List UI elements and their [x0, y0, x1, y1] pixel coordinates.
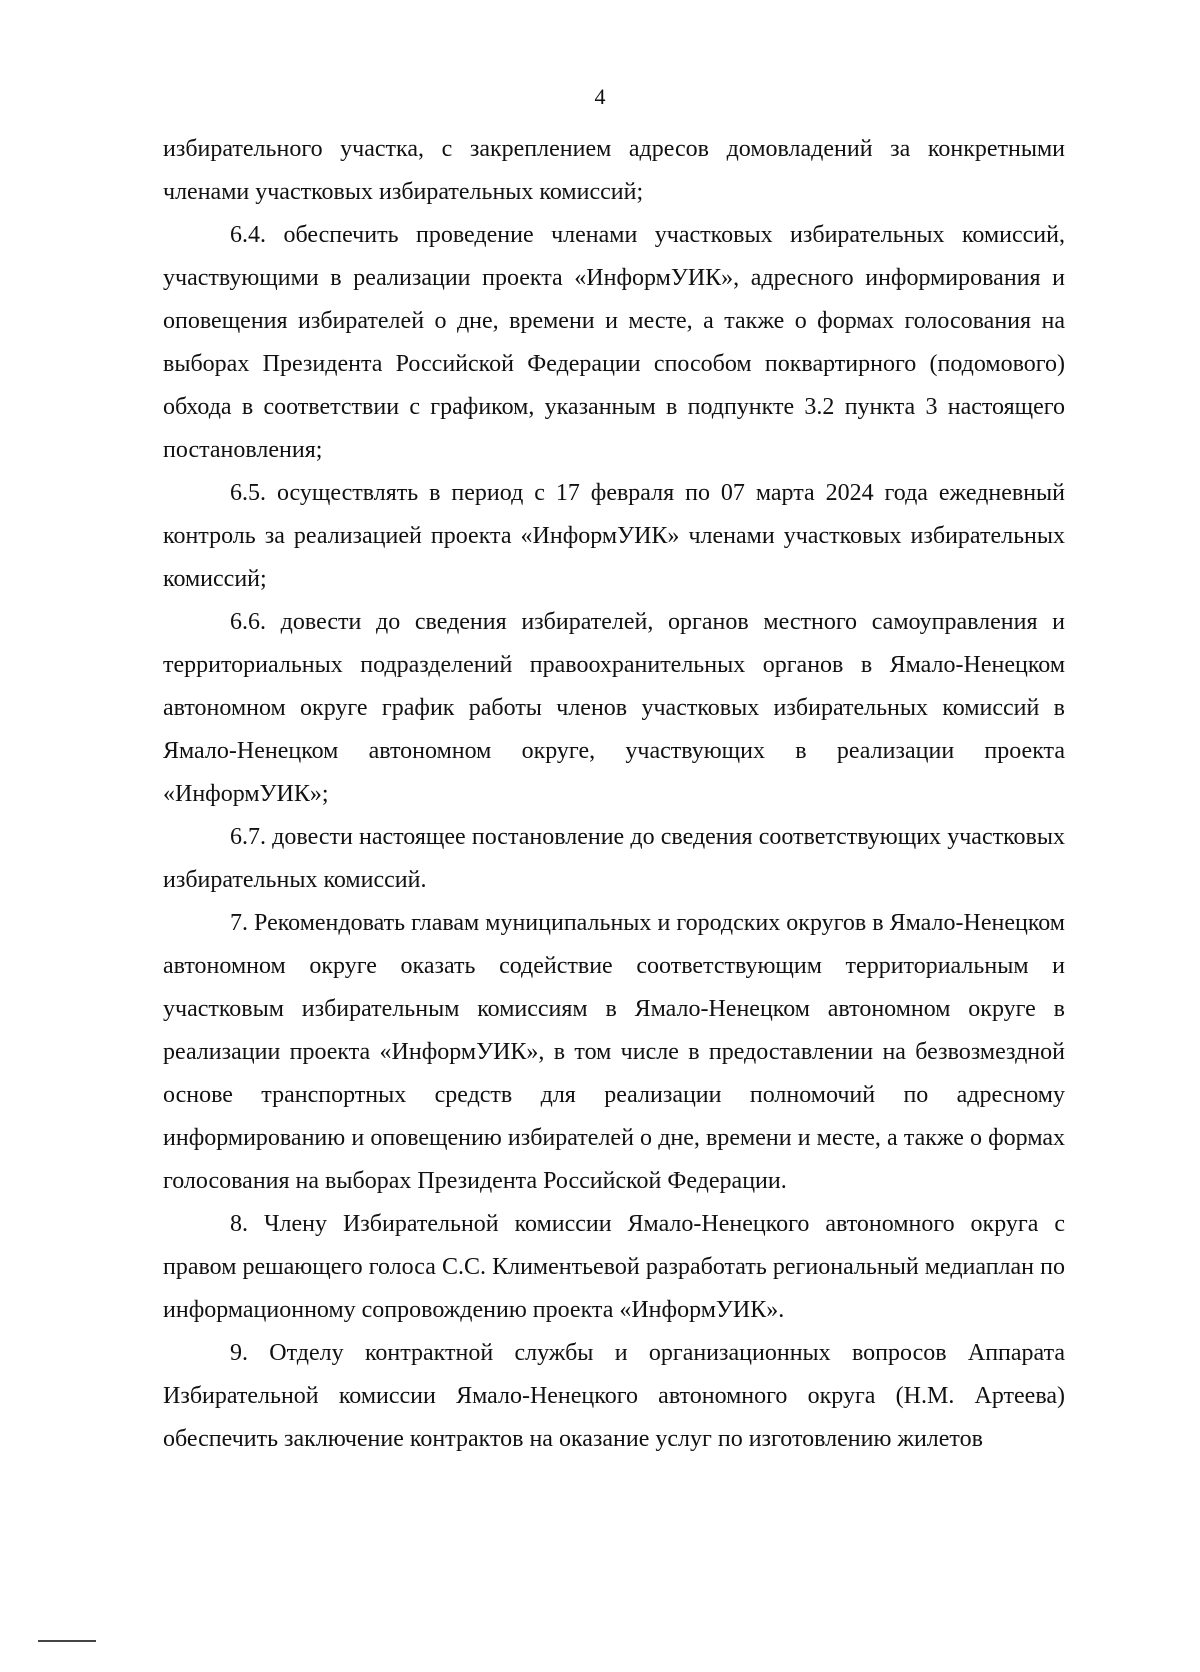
paragraph-6-5: 6.5. осуществлять в период с 17 февраля по 07 марта 2024 года ежедневный контроль за реализацией проекта «ИнформУИК» членами участковых избирательных комиссий;: [163, 480, 1065, 592]
paragraph-6-4: 6.4. обеспечить проведение членами участковых избирательных комиссий, участвующими в реализации проекта «ИнформУИК», адресного информирования и оповещения избирателей о дне, времени и месте, а также о формах голосования на выборах Президента Российской Федерации способом поквартирного (подомового) обхода в соответствии с графиком, указанным в подпункте 3.2 пункта 3 настоящего постановления;: [163, 222, 1065, 463]
paragraph-9: 9. Отделу контрактной службы и организационных вопросов Аппарата Избирательной комиссии Ямало-Ненецкого автономного округа (Н.М. Артеева) обеспечить заключение контрактов на оказание услуг по изготовлению жилетов: [163, 1340, 1065, 1452]
paragraph-8: 8. Члену Избирательной комиссии Ямало-Ненецкого автономного округа с правом решающего голоса С.С. Климентьевой разработать региональный медиаплан по информационному сопровождению проекта «ИнформУИК».: [163, 1211, 1065, 1323]
paragraph-6-6: 6.6. довести до сведения избирателей, органов местного самоуправления и территориальных подразделений правоохранительных органов в Ямало-Ненецком автономном округе график работы членов участковых избирательных комиссий в Ямало-Ненецком автономном округе, участвующих в реализации проекта «ИнформУИК»;: [163, 609, 1065, 807]
footer-line: [38, 1640, 96, 1642]
page-number: 4: [594, 84, 606, 109]
document-body: [163, 128, 1065, 1461]
paragraph-continuation: избирательного участка, с закреплением адресов домовладений за конкретными членами участковых избирательных комиссий;: [163, 136, 1065, 205]
paragraph-7: 7. Рекомендовать главам муниципальных и городских округов в Ямало-Ненецком автономном округе оказать содействие соответствующим территориальным и участковым избирательным комиссиям в Ямало-Ненецком автономном округе в реализации проекта «ИнформУИК», в том числе в предоставлении на безвозмездной основе транспортных средств для реализации полномочий по адресному информированию и оповещению избирателей о дне, времени и месте, а также о формах голосования на выборах Президента Российской Федерации.: [163, 910, 1065, 1194]
paragraph-6-7: 6.7. довести настоящее постановление до сведения соответствующих участковых избирательных комиссий.: [163, 824, 1065, 893]
